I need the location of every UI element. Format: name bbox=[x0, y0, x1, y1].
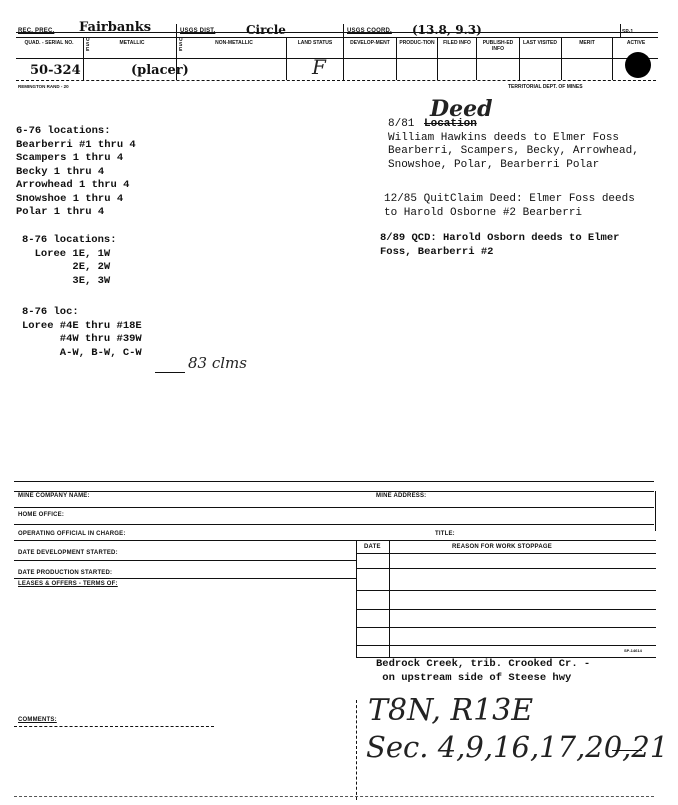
locations-block-3: 8-76 loc: Loree #4E thru #18E #4W thru #39W A-W, B-W, C-W bbox=[22, 306, 142, 359]
dept-note: TERRITORIAL DEPT. OF MINES bbox=[508, 84, 583, 90]
comments-label: COMMENTS: bbox=[18, 717, 57, 723]
published-info-label: PUBLISH-ED INFO bbox=[482, 40, 514, 52]
struck-word: Location bbox=[424, 118, 477, 130]
rec-prec-label: REC. PREC. bbox=[18, 28, 55, 34]
location-note: Bedrock Creek, trib. Crooked Cr. - on upstream side of Steese hwy bbox=[376, 658, 591, 684]
form-code: SP-14614 bbox=[624, 648, 642, 653]
serial-value: 50-324 bbox=[30, 63, 81, 78]
production-label: PRODUC-TION bbox=[399, 40, 435, 46]
deed-entry-1: 8/81 William Hawkins deeds to Elmer Foss Bearberri, Scampers, Becky, Arrowhead, Snowshoe, Polar, Bearberri Polar bbox=[388, 118, 639, 171]
deed-heading: Deed bbox=[430, 96, 493, 122]
corner-code: SP-1 bbox=[622, 29, 634, 35]
claims-note: 83 clms bbox=[188, 354, 247, 372]
last-visited-label: LAST VISITED bbox=[523, 40, 557, 46]
punch-hole-icon bbox=[625, 52, 651, 78]
filed-info-label: FILED INFO bbox=[443, 40, 471, 46]
metallic-label: METALLIC bbox=[119, 40, 145, 46]
reason-label: REASON FOR WORK STOPPAGE bbox=[452, 544, 552, 550]
prod-started-label: DATE PRODUCTION STARTED: bbox=[18, 570, 113, 576]
leases-label: LEASES & OFFERS - TERMS OF: bbox=[18, 581, 118, 587]
usgs-coord-label: USGS COORD. bbox=[347, 28, 392, 34]
usgs-dist-value: Circle bbox=[246, 23, 286, 37]
non-metallic-label: NON-METALLIC bbox=[215, 40, 253, 46]
usgs-coord-value: (13.8, 9.3) bbox=[412, 23, 482, 37]
land-status-mark: F bbox=[312, 55, 326, 79]
home-office-label: HOME OFFICE: bbox=[18, 512, 65, 518]
deed-entry-2: 12/85 QuitClaim Deed: Elmer Foss deeds to Harold Osborne #2 Bearberri bbox=[384, 193, 635, 219]
locations-block-2: 8-76 locations: Loree 1E, 1W 2E, 2W 3E, 3W bbox=[22, 234, 117, 287]
land-status-label: LAND STATUS bbox=[297, 40, 333, 46]
operating-official-label: OPERATING OFFICIAL IN CHARGE: bbox=[18, 531, 126, 537]
develop-label: DEVELOP-MENT bbox=[350, 40, 390, 46]
locations-block-1: 6-76 locations: Bearberri #1 thru 4 Scampers 1 thru 4 Becky 1 thru 4 Arrowhead 1 thru 4 Snowshoe 1 thru 4 Polar 1 thru 4 bbox=[16, 125, 136, 218]
date-label: DATE bbox=[364, 544, 381, 550]
merit-label: MERIT bbox=[579, 40, 595, 46]
sections: Sec. 4,9,16,17,20,21 bbox=[366, 730, 669, 764]
type-value: (placer) bbox=[131, 63, 189, 78]
rec-prec-value: Fairbanks bbox=[79, 20, 152, 35]
dev-started-label: DATE DEVELOPMENT STARTED: bbox=[18, 550, 118, 556]
mine-address-label: MINE ADDRESS: bbox=[376, 493, 427, 499]
usgs-dist-label: USGS DIST. bbox=[180, 28, 216, 34]
township-range: T8N, R13E bbox=[368, 693, 534, 728]
deed-entry-3: 8/89 QCD: Harold Osborn deeds to Elmer Foss, Bearberri #2 bbox=[380, 232, 620, 258]
active-label: ACTIVE bbox=[626, 40, 646, 46]
printer-note: REMINGTON RAND - 20 bbox=[18, 84, 69, 89]
quad-serial-label: QUAD. - SERIAL NO. bbox=[24, 40, 74, 46]
mine-company-label: MINE COMPANY NAME: bbox=[18, 493, 90, 499]
title-label: TITLE: bbox=[435, 531, 455, 537]
